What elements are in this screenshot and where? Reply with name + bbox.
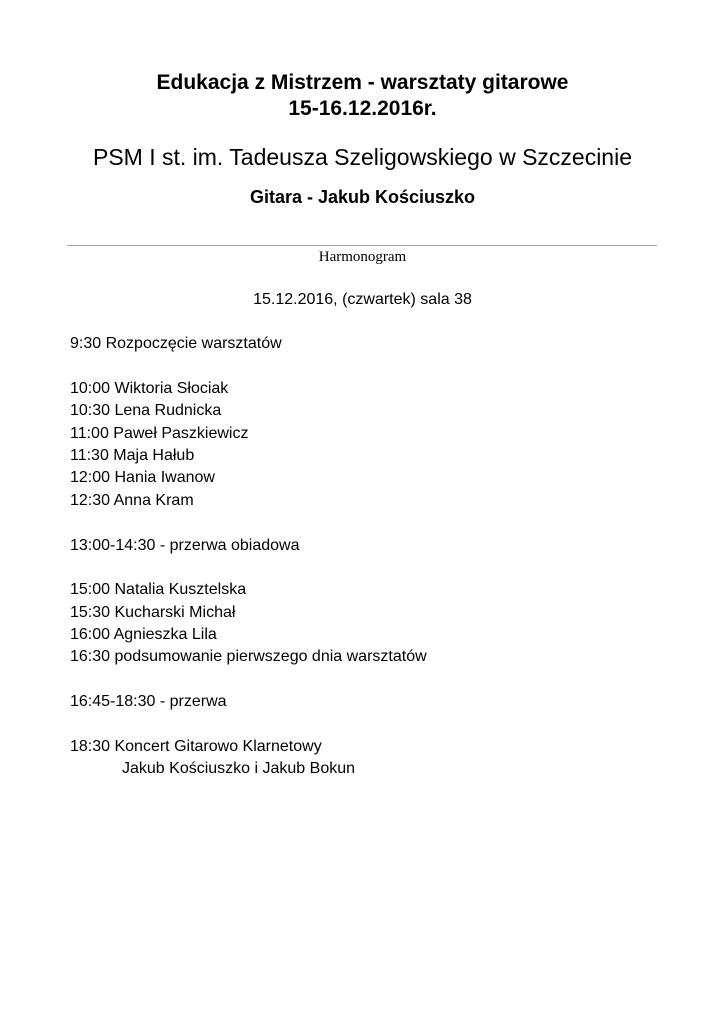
schedule-item-continuation: Jakub Kościuszko i Jakub Bokun bbox=[122, 760, 356, 778]
schedule-spacer bbox=[70, 669, 670, 691]
schedule-item: 11:30 Maja Hałub bbox=[70, 446, 195, 464]
schedule-list bbox=[70, 333, 670, 781]
teacher-line: Gitara - Jakub Kościuszko bbox=[249, 187, 476, 207]
schedule-item: 16:45-18:30 - przerwa bbox=[70, 693, 227, 711]
schedule-spacer bbox=[70, 355, 670, 377]
horizontal-divider bbox=[67, 245, 657, 246]
schedule-item: 18:30 Koncert Gitarowo Klarnetowy bbox=[70, 738, 322, 756]
schedule-spacer bbox=[70, 714, 670, 736]
schedule-spacer bbox=[70, 512, 670, 534]
schedule-item: 12:30 Anna Kram bbox=[70, 491, 194, 509]
day-heading: 15.12.2016, (czwartek) sala 38 bbox=[253, 291, 472, 308]
schedule-item: 16:00 Agnieszka Lila bbox=[70, 626, 217, 644]
schedule-item: 9:30 Rozpoczęcie warsztatów bbox=[70, 335, 282, 352]
schedule-item: 12:00 Hania Iwanow bbox=[70, 469, 215, 487]
schedule-item: 10:00 Wiktoria Słociak bbox=[70, 379, 229, 397]
schedule-spacer bbox=[70, 557, 670, 579]
document-title-date: 15-16.12.2016r. bbox=[288, 97, 437, 120]
schedule-item: 15:30 Kucharski Michał bbox=[70, 603, 236, 621]
schedule-item: 10:30 Lena Rudnicka bbox=[70, 402, 222, 420]
schedule-item: 11:00 Paweł Paszkiewicz bbox=[70, 424, 249, 442]
section-label: Harmonogram bbox=[318, 249, 407, 265]
document-title: Edukacja z Mistrzem - warsztaty gitarowe bbox=[156, 71, 569, 94]
schedule-item: 15:00 Natalia Kusztelska bbox=[70, 581, 247, 599]
schedule-item: 13:00-14:30 - przerwa obiadowa bbox=[70, 536, 300, 554]
schedule-item: 16:30 podsumowanie pierwszego dnia warsztatów bbox=[70, 648, 427, 666]
school-name: PSM I st. im. Tadeusza Szeligowskiego w Szczecinie bbox=[92, 144, 633, 170]
